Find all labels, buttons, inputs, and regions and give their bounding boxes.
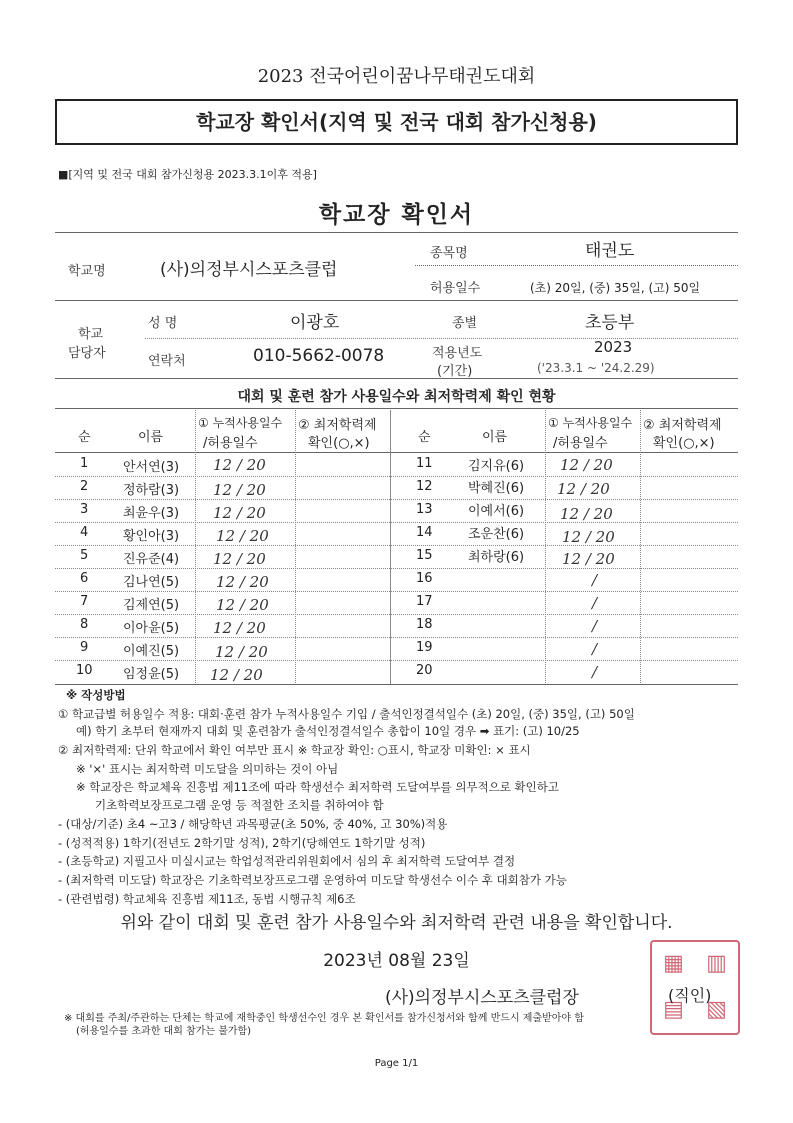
contact-value: 010-5662-0078 <box>253 346 385 366</box>
instruction-line: 예) 학기 초부터 현재까지 대회 및 훈련참가 출석인정결석일수 총합이 10일 경우 ➡ 표기: (고) 10/25 <box>76 724 580 738</box>
document-banner: 학교장 확인서(지역 및 전국 대회 참가신청용) <box>55 99 738 145</box>
instruction-line: ※ '×' 표시는 최저학력 미도달을 의미하는 것이 아님 <box>76 762 339 776</box>
row-name: 김지유(6) <box>468 459 525 474</box>
row-name: 이예진(5) <box>123 644 180 659</box>
row-no: 2 <box>80 479 89 494</box>
row-line <box>55 522 738 523</box>
event-title: 2023 전국어린이꿈나무태권도대회 <box>257 66 536 87</box>
col-acad-right-2: 확인(○,×) <box>653 436 715 451</box>
instruction-line: ※ 학교장은 학교체육 진흥법 제11조에 따라 학생선수 최저학력 도달여부를 의무적으로 확인하고 <box>76 780 559 794</box>
manager-label-2: 담당자 <box>68 346 106 361</box>
row-no: 18 <box>416 617 433 632</box>
instruction-line: - (초등학교) 지필고사 미실시교는 학업성적관리위원회에서 심의 후 최저학력 도달여부 결정 <box>58 854 516 868</box>
row-name: 김나연(5) <box>123 575 180 590</box>
school-label: 학교명 <box>68 264 106 279</box>
instruction-line: - (최저학력 미도달) 학교장은 기초학력보장프로그램 운영하여 미도달 학생선수 이수 후 대회참가 가능 <box>58 873 567 887</box>
instruction-line: 기초학력보장프로그램 운영 등 적절한 조치를 취하여야 함 <box>95 798 384 812</box>
sport-label: 종목명 <box>430 246 468 261</box>
school-value: (사)의정부시스포츠클럽 <box>160 260 338 280</box>
divider <box>55 378 738 379</box>
year-period: ('23.3.1 ~ '24.2.29) <box>537 361 655 375</box>
instructions-heading: ※ 작성방법 <box>66 688 126 702</box>
year-value: 2023 <box>594 338 633 356</box>
row-no: 8 <box>80 617 89 632</box>
row-days: 12 / 20 <box>215 643 268 661</box>
contact-label: 연락처 <box>148 354 186 369</box>
year-label-2: (기간) <box>437 364 473 379</box>
row-no: 1 <box>80 456 89 471</box>
column-divider <box>545 410 546 685</box>
row-days: 12 / 20 <box>562 528 615 546</box>
confirmation-statement: 위와 같이 대회 및 훈련 참가 사용일수와 최저학력 관련 내용을 확인합니다. <box>120 913 673 933</box>
row-name: 황인아(3) <box>123 529 180 544</box>
row-no: 14 <box>416 525 433 540</box>
row-days: 12 / 20 <box>213 550 266 568</box>
row-days: 12 / 20 <box>557 480 610 498</box>
divider <box>55 300 738 301</box>
row-days: 12 / 20 <box>216 527 269 545</box>
row-days: / <box>592 617 598 635</box>
row-days: / <box>592 663 598 681</box>
row-days: / <box>592 571 598 589</box>
row-days: 12 / 20 <box>560 505 613 523</box>
allowed-days-label: 허용일수 <box>430 281 481 296</box>
row-name: 임정윤(5) <box>123 667 180 682</box>
manager-label: 학교 <box>78 327 104 342</box>
row-no: 10 <box>76 663 93 678</box>
row-line <box>55 660 738 661</box>
year-label: 적용년도 <box>432 346 483 361</box>
row-no: 4 <box>80 525 89 540</box>
seal-mark: (직인) <box>668 986 712 1005</box>
row-no: 11 <box>416 456 433 471</box>
column-divider <box>295 410 296 685</box>
signer-name: (사)의정부시스포츠클럽장 <box>385 988 579 1008</box>
row-line <box>55 545 738 546</box>
row-days: 12 / 20 <box>213 504 266 522</box>
footnote-line: (허용일수를 초과한 대회 참가는 불가함) <box>76 1026 252 1037</box>
instruction-line: - (관련법령) 학교체육 진흥법 제11조, 동법 시행규칙 제6조 <box>58 892 356 906</box>
row-name: 최하랑(6) <box>468 550 525 565</box>
row-name: 이아윤(5) <box>123 621 180 636</box>
row-name: 김제연(5) <box>123 598 180 613</box>
row-days: 12 / 20 <box>213 481 266 499</box>
footnote-line: ※ 대회를 주최/주관하는 단체는 학교에 재학중인 학생선수인 경우 본 확인서를 참가신청서와 함께 반드시 제출받아야 함 <box>64 1013 584 1024</box>
row-name: 최윤우(3) <box>123 506 180 521</box>
divider <box>55 452 738 453</box>
col-seq-left: 순 <box>78 430 91 445</box>
divider <box>415 265 738 266</box>
sport-value: 태권도 <box>585 241 635 261</box>
row-no: 13 <box>416 502 433 517</box>
divider <box>55 408 738 409</box>
row-line <box>55 476 738 477</box>
row-days: 12 / 20 <box>213 456 266 474</box>
divider <box>55 232 738 233</box>
footnote <box>64 1012 744 1038</box>
col-seq-right: 순 <box>418 430 431 445</box>
row-no: 9 <box>80 640 89 655</box>
row-no: 20 <box>416 663 433 678</box>
row-no: 17 <box>416 594 433 609</box>
row-days: 12 / 20 <box>562 550 615 568</box>
column-divider <box>195 410 196 685</box>
divider <box>145 338 738 339</box>
row-name: 이예서(6) <box>468 504 525 519</box>
col-acad-left: ② 최저학력제 <box>298 418 377 433</box>
allowed-days-value: (초) 20일, (중) 35일, (고) 50일 <box>530 281 701 295</box>
col-days-left-2: /허용일수 <box>203 436 258 451</box>
row-name: 안서연(3) <box>123 460 180 475</box>
row-name: 박혜진(6) <box>468 481 525 496</box>
row-no: 12 <box>416 479 433 494</box>
page-number: Page 1/1 <box>374 1058 419 1069</box>
row-name: 조운찬(6) <box>468 527 525 542</box>
name-label: 성 명 <box>148 316 178 331</box>
instruction-line: ② 최저학력제: 단위 학교에서 확인 여부만 표시 ※ 학교장 확인: ○표시, 학교장 미확인: × 표시 <box>58 743 531 757</box>
col-name-left: 이름 <box>138 430 164 445</box>
row-line <box>55 568 738 569</box>
form-title: 학교장 확인서 <box>318 202 475 228</box>
instruction-line: - (성적적용) 1학기(전년도 2학기말 성적), 2학기(당해연도 1학기말 성적) <box>58 836 426 850</box>
instruction-line: ① 학교급별 허용일수 적용: 대회·훈련 참가 누적사용일수 기입 / 출석인정결석일수 (초) 20일, (중) 35일, (고) 50일 <box>58 707 635 721</box>
manager-name: 이광호 <box>290 313 340 333</box>
row-days: 12 / 20 <box>216 573 269 591</box>
col-name-right: 이름 <box>482 430 508 445</box>
col-days-right: ① 누적사용일수 <box>548 416 633 430</box>
category-label: 종별 <box>452 316 478 331</box>
row-no: 15 <box>416 548 433 563</box>
row-line <box>55 499 738 500</box>
row-days: 12 / 20 <box>213 619 266 637</box>
row-no: 5 <box>80 548 89 563</box>
row-days: 12 / 20 <box>216 596 269 614</box>
column-divider <box>390 410 391 685</box>
row-no: 19 <box>416 640 433 655</box>
applicability-note: ■[지역 및 전국 대회 참가신청용 2023.3.1이후 적용] <box>58 168 317 181</box>
confirmation-date: 2023년 08월 23일 <box>323 951 470 971</box>
row-days: 12 / 20 <box>210 666 263 684</box>
col-days-right-2: /허용일수 <box>553 436 608 451</box>
row-name: 정하람(3) <box>123 483 180 498</box>
row-line <box>55 591 738 592</box>
instruction-line: - (대상/기준) 초4 ~고3 / 해당학년 과목평균(초 50%, 중 40%, 고 30%)적용 <box>58 817 448 831</box>
row-no: 16 <box>416 571 433 586</box>
col-acad-left-2: 확인(○,×) <box>308 436 370 451</box>
row-no: 6 <box>80 571 89 586</box>
col-days-left: ① 누적사용일수 <box>198 416 283 430</box>
column-divider <box>640 410 641 685</box>
row-name: 진유준(4) <box>123 552 180 567</box>
row-line <box>55 614 738 615</box>
col-acad-right: ② 최저학력제 <box>643 418 722 433</box>
row-days: / <box>592 640 598 658</box>
row-days: 12 / 20 <box>560 456 613 474</box>
divider <box>55 684 738 685</box>
row-days: / <box>592 594 598 612</box>
row-no: 7 <box>80 594 89 609</box>
row-no: 3 <box>80 502 89 517</box>
row-line <box>55 637 738 638</box>
category-value: 초등부 <box>585 313 635 333</box>
official-seal: ▦ ▥ ▤ ▧ <box>650 940 740 1035</box>
table-title: 대회 및 훈련 참가 사용일수와 최저학력제 확인 현황 <box>237 389 556 405</box>
